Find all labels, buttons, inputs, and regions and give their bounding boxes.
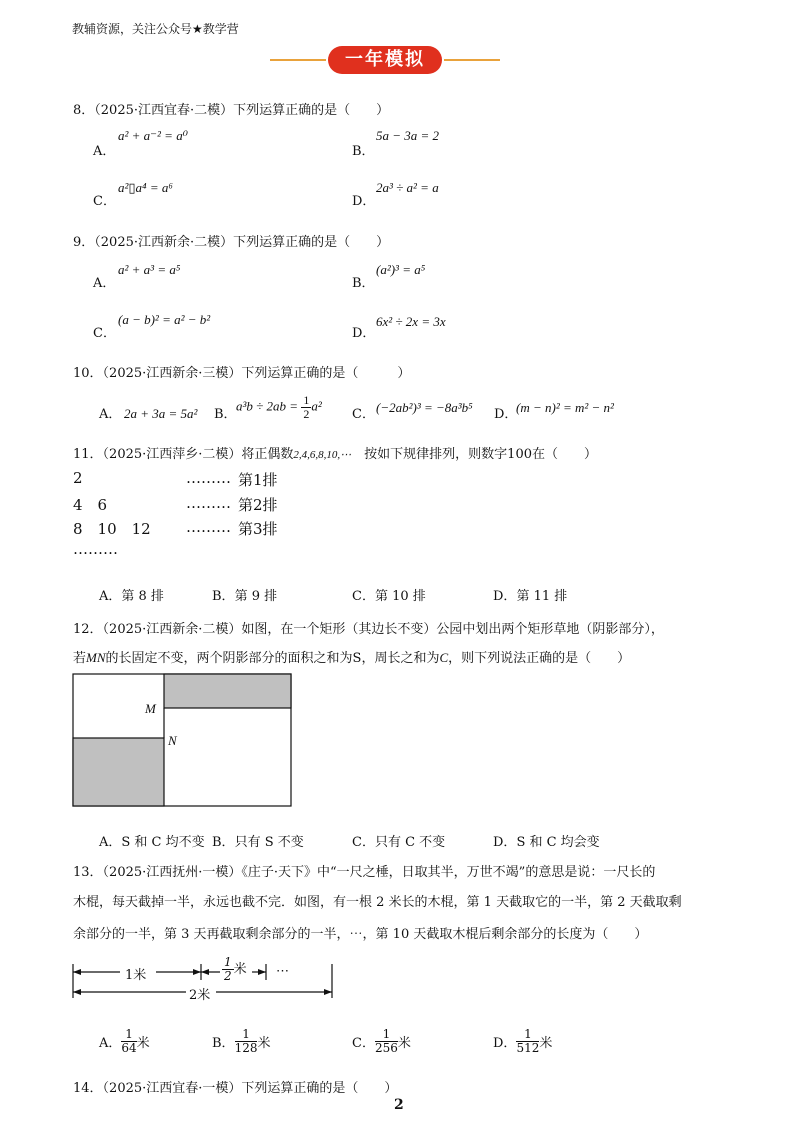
q11-option-c-label: C． [352,589,375,604]
q13-option-b-unit: 米 [257,1036,271,1051]
q10-stem: 10．（2025·江西新余·三模）下列运算正确的是（ ） [73,366,411,381]
q9-option-d: 6x² ÷ 2x = 3x [376,314,446,329]
q13-option-d-fraction [516,1028,539,1055]
banner-title: 一年模拟 [328,46,442,74]
section-banner [270,46,500,76]
q12-option-a [99,831,205,850]
q12-label-m: M [145,701,156,716]
q13-option-c-denominator: 256 [374,1041,398,1055]
q10-option-b-denominator: 2 [303,407,310,421]
q14-stem: 14．（2025·江西宜春·一模）下列运算正确的是（ ） [73,1081,398,1096]
banner-left-line [270,59,326,61]
q9-option-c: (a − b)² = a² − b² [118,312,211,327]
q11-sequence: 2,4,6,8,10,⋯ [293,449,352,461]
q13-option-a-denominator: 64 [121,1041,137,1055]
q13-seg2-fraction [222,956,234,983]
q8-stem: 8．（2025·江西宜春·二模）下列运算正确的是（ ） [73,103,390,118]
q12-option-d-text: S 和 C 均会变 [516,835,600,850]
q10-option-a: 2a + 3a = 5a² [124,406,198,421]
q12-option-b [212,831,304,850]
q10-option-d: (m − n)² = m² − n² [516,400,614,415]
q8-option-a-label: A． [93,144,116,159]
q10-option-b-fraction [301,394,311,421]
q12-mn: MN [86,650,106,665]
q11-ellipsis: ……… [73,540,118,558]
q13-seg2-numerator: 1 [224,955,232,969]
q13-total-label: 2米 [189,988,211,1003]
q13-arrow-1l [73,969,81,975]
q13-option-a-label: A． [99,1036,122,1051]
q11-row2-label: 第2排 [238,496,278,514]
q13-option-d-label: D． [493,1036,517,1051]
q9-option-b-label: B． [352,276,375,291]
q12-stem-2d: ，则下列说法正确的是（ ） [448,651,631,666]
q10-option-b-post: a² [311,398,322,414]
q9-option-b: (a²)³ = a⁵ [376,262,426,277]
q13-option-a-fraction [121,1028,136,1055]
q12-option-d [493,831,600,850]
q13-seg2-denominator: 2 [224,969,232,983]
q10-option-a-label: A． [99,407,122,422]
q13-option-b [212,1028,270,1055]
q10-option-d-label: D． [494,407,518,422]
q13-option-a-unit: 米 [136,1036,150,1051]
q11-option-d-text: 第 11 排 [516,589,568,604]
q12-stem-line1: 12．（2025·江西新余·二模）如图，在一个矩形（其边长不变）公园中划出两个矩形草地（阴影部分）， [73,622,664,637]
q13-line1: 13．（2025·江西抚州·一模）《庄子·天下》中“一尺之棰，日取其半，万世不竭”的意思是说：一尺长的 [73,865,656,880]
q12-option-c-text: 只有 C 不变 [374,835,446,850]
q12-shaded-bottom-left [73,738,164,806]
q13-option-b-numerator: 1 [235,1028,258,1042]
q11-row1-dots: ……… [186,469,231,487]
q11-stem-pre: 11．（2025·江西萍乡·二模）将正偶数 [73,447,294,462]
page-number: 2 [394,1097,404,1113]
q11-row2-dots: ……… [186,494,231,512]
q11-row3-numbers: 8 10 12 [73,520,151,538]
q13-option-c-label: C． [352,1036,375,1051]
q9-option-d-label: D． [352,326,376,341]
q8-option-a: a² + a⁻² = a⁰ [118,128,188,143]
q13-seg1-label: 1米 [125,968,147,983]
q10-option-b-label: B． [214,407,237,422]
q11-row1-label: 第1排 [238,471,278,489]
q11-option-b-text: 第 9 排 [234,589,278,604]
q12-option-a-label: A． [99,835,122,850]
q13-line3: 余部分的一半，第 3 天再截取剩余部分的一半，⋯，第 10 天截取木棍后剩余部分的长度为（ ） [73,927,648,942]
q13-seg2-unit: 米 [233,962,247,977]
q11-stem [73,443,597,462]
q11-option-c [352,585,426,604]
q8-option-c-label: C． [93,194,116,209]
q11-option-d-label: D． [493,589,517,604]
q13-arrow-tl [73,989,81,995]
q13-arrow-tr [324,989,332,995]
q12-stem-line2 [73,647,630,666]
q13-option-c [352,1028,411,1055]
q12-stem-2a: 若 [73,651,87,666]
q11-option-a-text: 第 8 排 [121,589,164,604]
q13-option-c-unit: 米 [397,1036,411,1051]
q13-option-c-fraction [375,1028,398,1055]
banner-right-line [444,59,500,61]
q9-stem: 9．（2025·江西新余·二模）下列运算正确的是（ ） [73,235,390,250]
q13-option-b-denominator: 128 [234,1041,258,1055]
q12-s: S [352,651,362,666]
q13-option-d-unit: 米 [539,1036,553,1051]
q8-option-b-label: B． [352,144,375,159]
q13-option-d-denominator: 512 [516,1041,540,1055]
q9-option-c-label: C． [93,326,116,341]
q9-option-a: a² + a³ = a⁵ [118,262,181,277]
q12-shaded-top-right [164,674,291,708]
q11-option-a [99,585,164,604]
q10-option-b-pre: a³b ÷ 2ab = [236,398,302,414]
q11-option-b [212,585,277,604]
q11-option-d [493,585,567,604]
q13-option-d [493,1028,552,1055]
q13-arrow-2r [258,969,266,975]
q11-option-b-label: B． [212,589,235,604]
q13-line2: 木棍，每天截掉一半，永远也截不完．如图，有一根 2 米长的木棍，第 1 天截取它的一半，第 2 天截取剩 [73,895,682,910]
q11-option-a-label: A． [99,589,122,604]
q12-option-b-label: B． [212,835,235,850]
q10-option-b-numerator: 1 [303,393,310,407]
q12-stem-2c: ，周长之和为 [361,651,440,666]
source-note: 教辅资源，关注公众号★教学营 [72,22,239,36]
q8-option-c: a²▯a⁴ = a⁶ [118,180,173,195]
q13-seg2-label [222,956,247,983]
q13-option-a [99,1028,150,1055]
q8-option-d-label: D． [352,194,376,209]
q12-option-c-label: C． [352,835,375,850]
q12-option-b-text: 只有 S 不变 [234,835,304,850]
q11-option-c-text: 第 10 排 [374,589,426,604]
q12-rectangle-diagram [72,673,294,809]
q12-option-a-text: S 和 C 均不变 [121,835,205,850]
q12-option-c [352,831,445,850]
q13-option-b-fraction [235,1028,258,1055]
q11-row3-label: 第3排 [238,520,278,538]
q10-option-b [236,394,322,421]
q12-option-d-label: D． [493,835,517,850]
q13-arrow-2l [201,969,209,975]
q11-stem-post: 按如下规律排列，则数字100在（ ） [364,447,597,462]
q8-option-b: 5a − 3a = 2 [376,128,440,143]
q10-option-c: (−2ab²)³ = −8a³b⁵ [376,400,473,415]
q13-dots: ⋯ [276,964,289,979]
q13-arrow-1r [193,969,201,975]
q12-label-n: N [168,733,177,748]
q12-stem-2b: 的长固定不变，两个阴影部分的面积之和为 [105,651,353,666]
q13-option-a-numerator: 1 [121,1028,136,1042]
q13-option-b-label: B． [212,1036,235,1051]
q9-option-a-label: A． [93,276,116,291]
q10-option-c-label: C． [352,407,375,422]
q13-option-d-numerator: 1 [516,1028,539,1042]
q11-row1-numbers: 2 [73,469,83,487]
q8-option-d: 2a³ ÷ a² = a [376,180,439,195]
q13-option-c-numerator: 1 [375,1028,398,1042]
q11-row3-dots: ……… [186,518,231,536]
q11-row2-numbers: 4 6 [73,496,108,514]
q12-c: C [439,650,449,665]
